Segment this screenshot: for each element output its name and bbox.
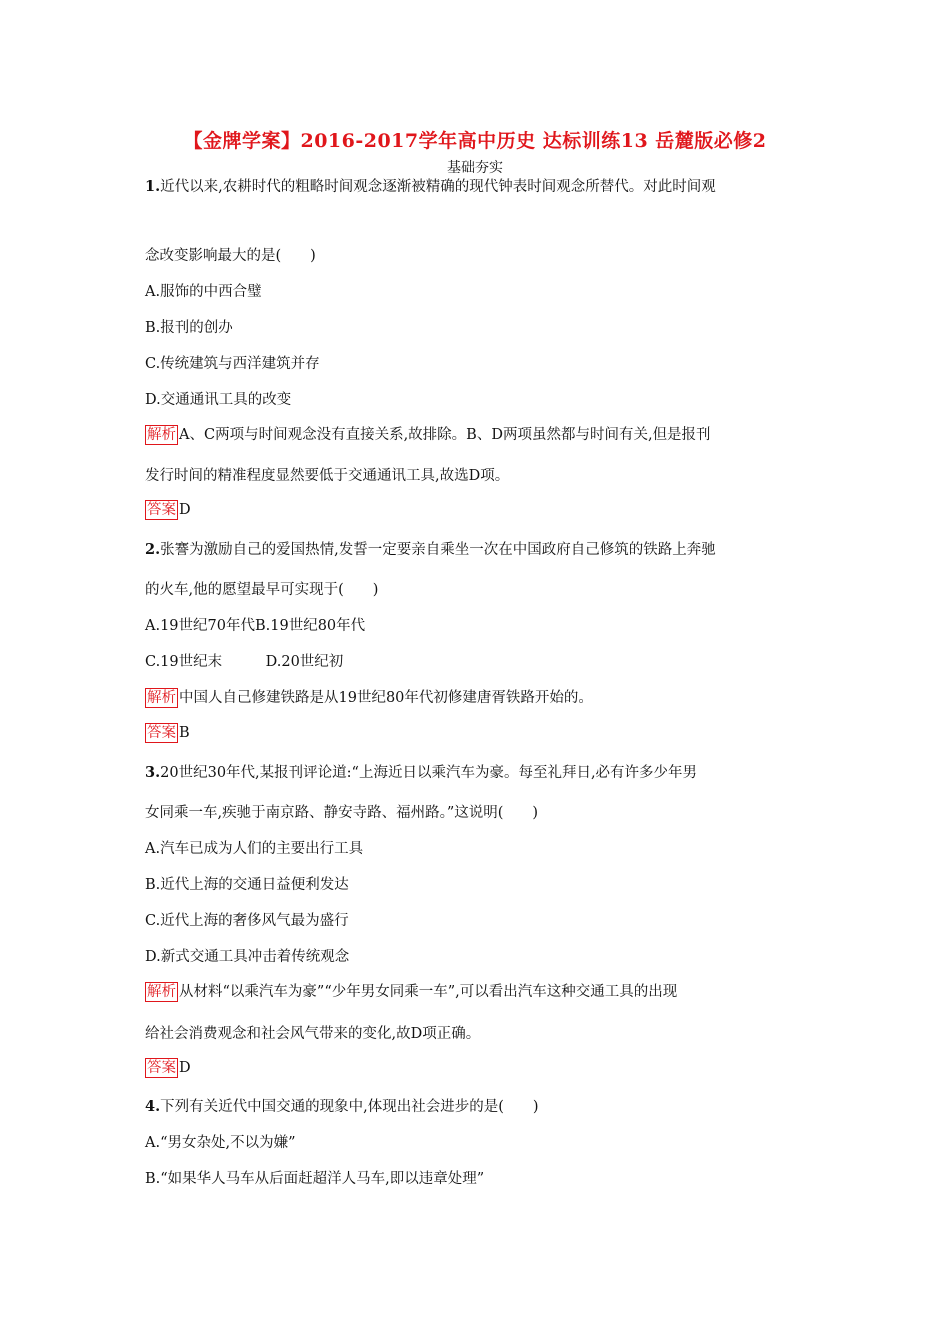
analysis-tag: 解析 <box>147 427 176 443</box>
question-1-stem-line-1: 1.近代以来,农耕时代的粗略时间观念逐渐被精确的现代钟表时间观念所替代。对此时间观 <box>145 178 716 195</box>
question-3-option-d: D.新式交通工具冲击着传统观念 <box>145 949 350 965</box>
document-title: 【金牌学案】2016-2017学年高中历史 达标训练13 岳麓版必修2 <box>183 130 767 152</box>
question-1-answer: 答案 D <box>147 502 191 518</box>
question-3-option-a: A.汽车已成为人们的主要出行工具 <box>145 841 364 857</box>
question-number: 2. <box>145 541 161 558</box>
question-number: 3. <box>145 764 161 781</box>
question-2-analysis: 解析 中国人自己修建铁路是从19世纪80年代初修建唐胥铁路开始的。 <box>147 690 593 706</box>
question-3-option-c: C.近代上海的奢侈风气最为盛行 <box>145 913 349 929</box>
analysis-tag: 解析 <box>147 690 176 706</box>
section-heading: 基础夯实 <box>447 160 503 176</box>
question-2-stem-line-1: 2.张謇为激励自己的爱国热情,发誓一定要亲自乘坐一次在中国政府自己修筑的铁路上奔驰 <box>145 541 716 558</box>
question-number: 1. <box>145 178 161 195</box>
question-4-stem: 4.下列有关近代中国交通的现象中,体现出社会进步的是( ) <box>145 1098 539 1115</box>
question-3-analysis-line-1: 解析 从材料“以乘汽车为豪”“少年男女同乘一车”,可以看出汽车这种交通工具的出现 <box>147 984 678 1000</box>
question-2-answer: 答案 B <box>147 725 190 741</box>
answer-tag: 答案 <box>147 1060 176 1076</box>
question-2-options-line-2: C.19世纪末 D.20世纪初 <box>145 654 344 670</box>
question-4-option-a: A.“男女杂处,不以为嫌” <box>145 1135 296 1151</box>
question-3-answer: 答案 D <box>147 1060 191 1076</box>
analysis-tag: 解析 <box>147 984 176 1000</box>
answer-tag: 答案 <box>147 502 176 518</box>
question-2-options-line-1: A.19世纪70年代B.19世纪80年代 <box>145 618 366 634</box>
answer-tag: 答案 <box>147 725 176 741</box>
question-1-stem-line-2: 念改变影响最大的是( ) <box>145 248 316 264</box>
question-3-stem-line-2: 女同乘一车,疾驰于南京路、静安寺路、福州路。”这说明( ) <box>145 805 539 821</box>
question-1-option-c: C.传统建筑与西洋建筑并存 <box>145 356 320 372</box>
question-1-option-a: A.服饰的中西合璧 <box>145 284 262 300</box>
question-3-option-b: B.近代上海的交通日益便利发达 <box>145 877 349 893</box>
question-1-option-d: D.交通通讯工具的改变 <box>145 392 292 408</box>
question-2-stem-line-2: 的火车,他的愿望最早可实现于( ) <box>145 582 379 598</box>
question-3-analysis-line-2: 给社会消费观念和社会风气带来的变化,故D项正确。 <box>145 1026 481 1042</box>
question-4-option-b: B.“如果华人马车从后面赶超洋人马车,即以违章处理” <box>145 1171 485 1187</box>
question-1-analysis-line-2: 发行时间的精准程度显然要低于交通通讯工具,故选D项。 <box>145 468 510 484</box>
question-number: 4. <box>145 1098 161 1115</box>
question-3-stem-line-1: 3.20世纪30年代,某报刊评论道:“上海近日以乘汽车为豪。每至礼拜日,必有许多少年男 <box>145 764 698 781</box>
question-1-option-b: B.报刊的创办 <box>145 320 233 336</box>
question-1-analysis-line-1: 解析 A、C两项与时间观念没有直接关系,故排除。B、D两项虽然都与时间有关,但是报刊 <box>147 427 711 443</box>
